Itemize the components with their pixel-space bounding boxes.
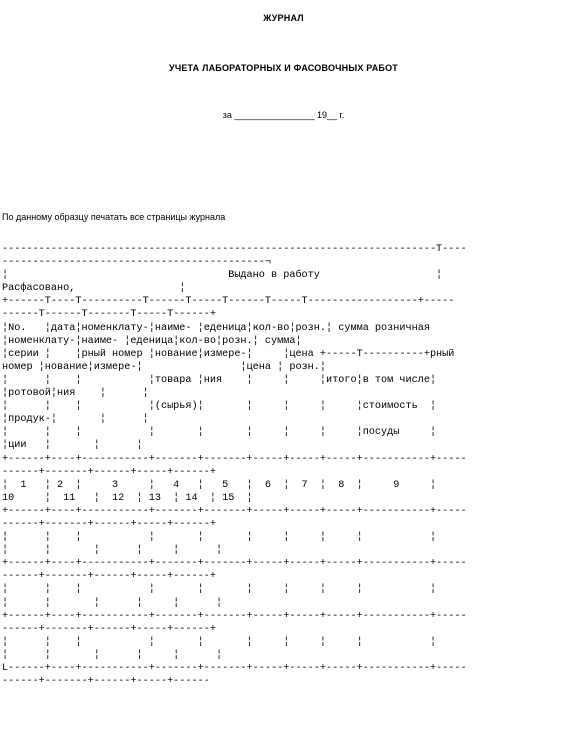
table-line: ------+-------+------+-----+------+ bbox=[2, 623, 216, 635]
table-line: ¦ ¦ ¦ ¦ ¦ ¦ ¦ ¦ ¦ ¦ bbox=[2, 584, 437, 596]
table-line: Расфасовано, ¦ bbox=[2, 283, 186, 295]
table-line: ¦ ¦ ¦ ¦(сырья)¦ ¦ ¦ ¦ ¦стоимость ¦ bbox=[2, 401, 437, 413]
table-line: ¦ 1 ¦ 2 ¦ 3 ¦ 4 ¦ 5 ¦ 6 ¦ 7 ¦ 8 ¦ 9 ¦ bbox=[2, 479, 437, 491]
table-line: ¦ции ¦ ¦ ¦ bbox=[2, 440, 143, 452]
journal-title: ЖУРНАЛ bbox=[263, 13, 304, 23]
table-line: ¦продук-¦ ¦ ¦ bbox=[2, 414, 149, 426]
table-line: ¦ ¦ ¦ ¦ ¦ ¦ bbox=[2, 649, 223, 661]
table-line: ¦ ¦ ¦ ¦ ¦ ¦ ¦ ¦ ¦ ¦ bbox=[2, 636, 437, 648]
table-line: ¦ Выдано в работу ¦ bbox=[2, 270, 443, 282]
journal-subtitle: УЧЕТА ЛАБОРАТОРНЫХ И ФАСОВОЧНЫХ РАБОТ bbox=[169, 63, 398, 73]
table-line: ------+-------+------+-----+------+ bbox=[2, 518, 216, 530]
table-line: ------+-------+------+-----+------+ bbox=[2, 466, 216, 478]
table-line: ¦ ¦ ¦ ¦ ¦ ¦ bbox=[2, 545, 223, 557]
table-line: +------+----+-----------+-------+-------+-----+-----+-----+-----------+----- bbox=[2, 610, 467, 622]
printing-note: По данному образцу печатать все страницы журнала bbox=[2, 212, 226, 222]
table-line: ¦ ¦ ¦ ¦ ¦ ¦ ¦ ¦ ¦ ¦ bbox=[2, 532, 437, 544]
table-line: +------+----+-----------+-------+-------+-----+-----+-----+-----------+----- bbox=[2, 453, 467, 465]
table-line: ¦ротовой¦ния ¦ ¦ bbox=[2, 388, 149, 400]
table-line: L------+----+-----------+-------+-------+-----+-----+-----+-----------+----- bbox=[2, 663, 467, 674]
table-line: ¦серии ¦ ¦рный номер ¦нование¦измере-¦ ¦цена +-----T----------+рный bbox=[2, 348, 455, 360]
table-line: ¦ ¦ ¦ ¦ ¦ ¦ ¦ ¦ ¦посуды ¦ bbox=[2, 427, 437, 439]
table-line: ¦номенклату-¦наиме- ¦еденица¦кол-во¦розн.¦ сумма¦ bbox=[2, 335, 302, 347]
table-line: ------+-------+------+-----+------+ bbox=[2, 571, 216, 583]
journal-table bbox=[2, 243, 467, 688]
table-line: -----------------------------------------------------------------------T---- bbox=[2, 244, 467, 255]
table-line: ¦ ¦ ¦ ¦ ¦ ¦ bbox=[2, 597, 223, 609]
period-line: за ________________ 19__ г. bbox=[222, 110, 345, 120]
table-line: +------+----+-----------+-------+-------+-----+-----+-----+-----------+----- bbox=[2, 505, 467, 517]
table-line: ¦No. ¦дата¦номенклату-¦наиме- ¦еденица¦кол-во¦розн.¦ сумма розничная bbox=[2, 322, 430, 334]
table-line: +------+----+-----------+-------+-------+-----+-----+-----+-----------+----- bbox=[2, 558, 467, 570]
table-line: номер ¦нование¦измере-¦ ¦цена ¦ розн.¦ bbox=[2, 361, 327, 373]
table-line: ¦ ¦ ¦ ¦товара ¦ния ¦ ¦ ¦итого¦в том числе¦ bbox=[2, 374, 437, 386]
table-line: 10 ¦ 11 ¦ 12 ¦ 13 ¦ 14 ¦ 15 ¦ bbox=[2, 492, 253, 504]
table-line: ------T------T-------T-----T------+ bbox=[2, 309, 216, 321]
table-line: -------------------------------------------¬ bbox=[2, 257, 271, 269]
table-line: +------T----T----------T------T-----T------T-----T------------------+----- bbox=[2, 296, 455, 308]
table-line: ------+-------+------+-----+------ bbox=[2, 676, 210, 688]
